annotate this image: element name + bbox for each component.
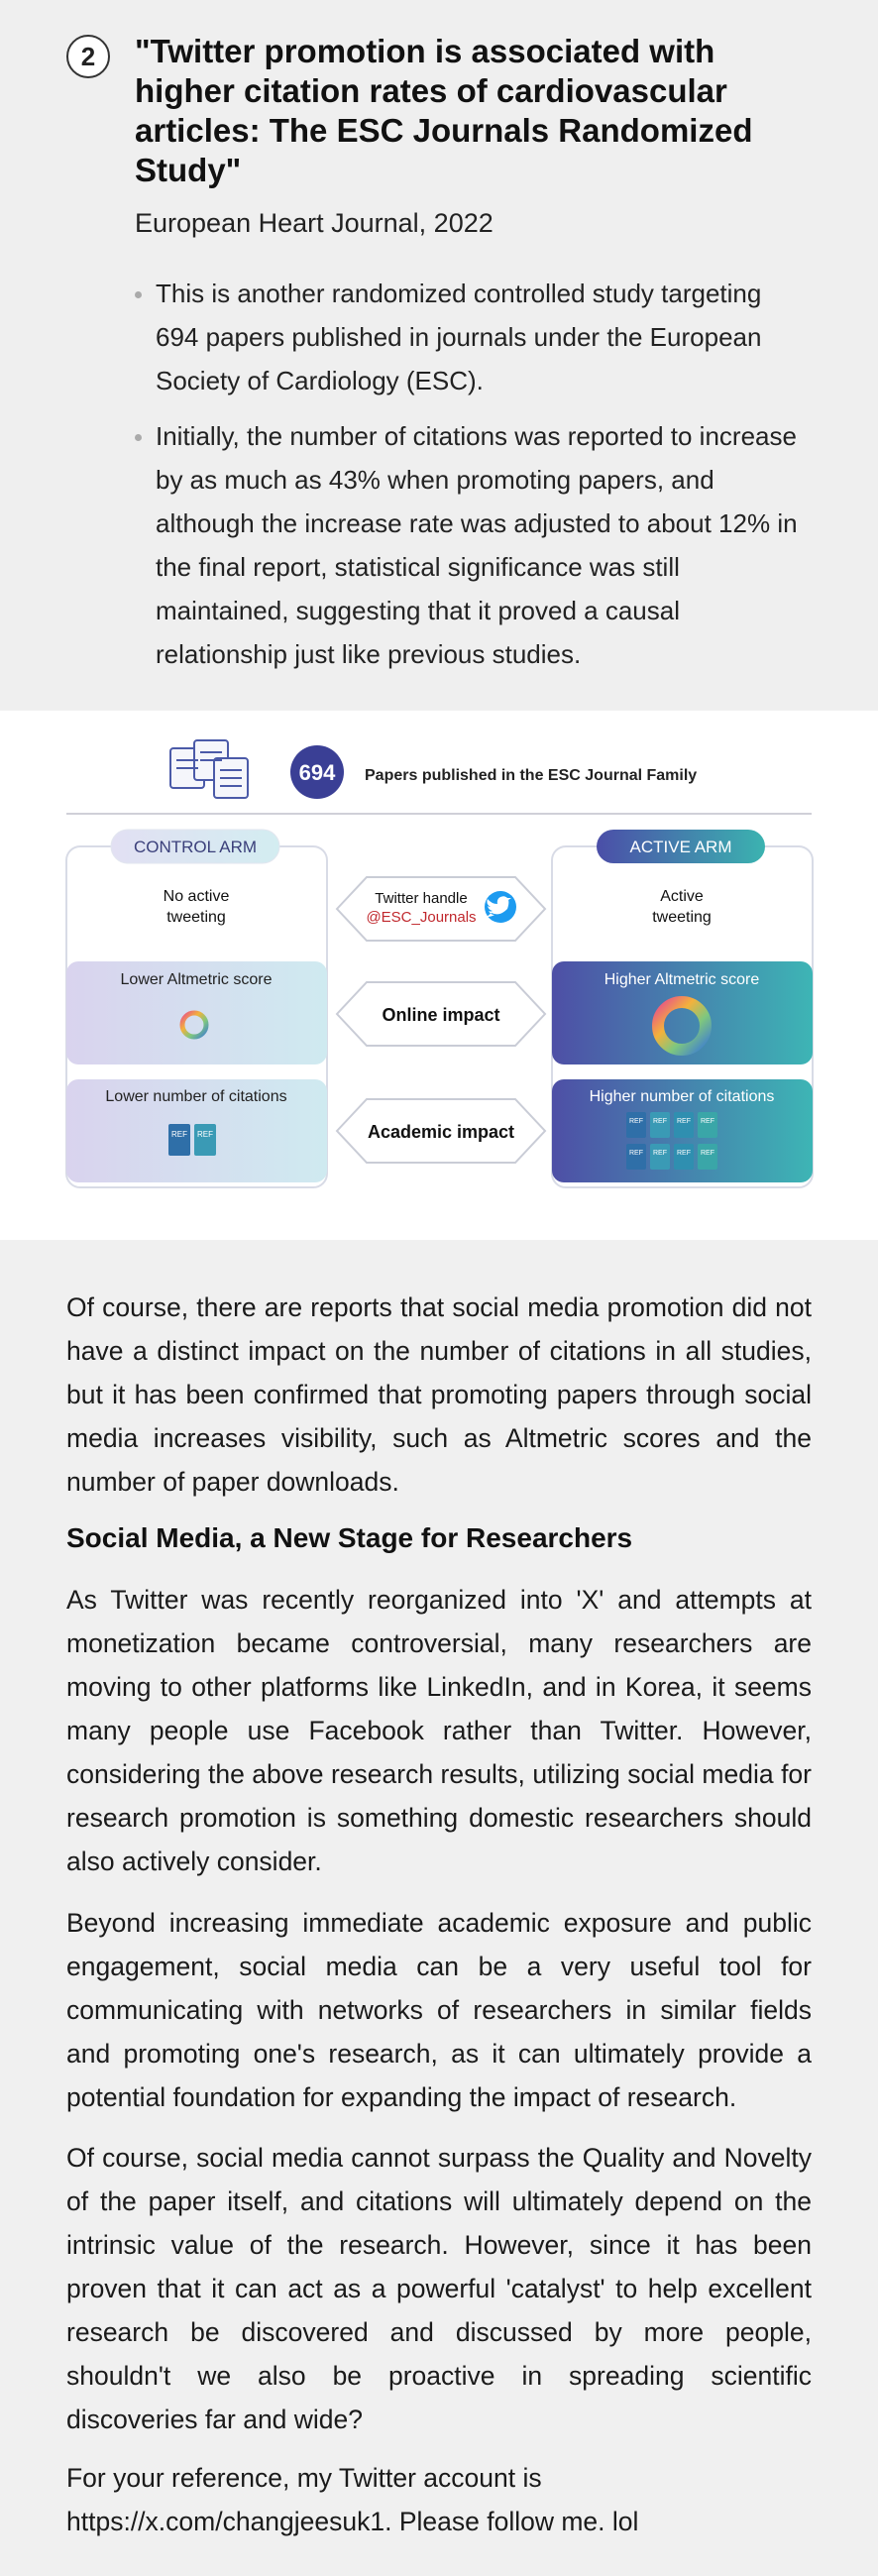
svg-text:REF: REF xyxy=(629,1118,643,1125)
svg-text:REF: REF xyxy=(677,1118,691,1125)
paragraph-4: Of course, social media cannot surpass the Quality and Novelty of the paper itself, and citations will ultimately depend on the intrinsic value of the research. However, since it has been proven that it can act as a powerful 'catalyst' to help excellent research be discovered and discussed by more people, shouldn't we also be proactive in spreading scientific discoveries far and wide? xyxy=(66,2143,812,2434)
active-tweeting-1: Active xyxy=(660,888,704,905)
svg-text:REF: REF xyxy=(171,1130,187,1139)
count-text: 694 xyxy=(298,760,336,785)
higher-altmetric-label: Higher Altmetric score xyxy=(604,971,760,988)
svg-text:REF: REF xyxy=(701,1150,714,1157)
control-tweeting-1: No active xyxy=(163,888,230,905)
paragraph-5: For your reference, my Twitter account is https://x.com/changjeesuk1. Please follow me. lol xyxy=(66,2463,639,2536)
study-bullets xyxy=(156,272,810,688)
study-figure xyxy=(0,711,878,1240)
svg-text:REF: REF xyxy=(197,1130,213,1139)
academic-impact-arrow xyxy=(337,1099,545,1163)
svg-text:REF: REF xyxy=(701,1118,714,1125)
active-tweeting-2: tweeting xyxy=(652,909,712,926)
online-impact-arrow xyxy=(337,982,545,1046)
academic-impact-label: Academic impact xyxy=(367,1122,515,1142)
higher-citations-label: Higher number of citations xyxy=(589,1088,775,1105)
active-arm-label: ACTIVE ARM xyxy=(629,838,732,856)
study-title: "Twitter promotion is associated with higher citation rates of cardiovascular articles: The ESC Journals Randomized Study" xyxy=(135,33,753,188)
journal-citation: European Heart Journal, 2022 xyxy=(135,208,494,238)
online-impact-label: Online impact xyxy=(382,1005,500,1025)
bullet-item: This is another randomized controlled study targeting 694 papers published in journals under the European Society of Cardiology (ESC). xyxy=(156,272,810,402)
svg-text:REF: REF xyxy=(653,1118,667,1125)
bullet-item: Initially, the number of citations was reported to increase by as much as 43% when promoting papers, and although the increase rate was adjusted to about 12% in the final report, statistical significance was still maintained, suggesting that it proved a causal relationship just like previous studies. xyxy=(156,414,810,676)
svg-text:REF: REF xyxy=(677,1150,691,1157)
study-section xyxy=(0,0,878,710)
control-tweeting-2: tweeting xyxy=(166,909,226,926)
paragraph-3: Beyond increasing immediate academic exposure and public engagement, social media can be a very useful tool for communicating with networks of researchers in similar fields and promoting one's research, as it can ultimately provide a potential foundation for expanding the impact of research. xyxy=(66,1908,812,2112)
section-heading: Social Media, a New Stage for Researchers xyxy=(66,1522,633,1553)
lower-altmetric-label: Lower Altmetric score xyxy=(120,971,273,988)
study-number-badge: 2 xyxy=(66,35,110,78)
figure-header: Papers published in the ESC Journal Family xyxy=(365,767,698,784)
paragraph-2: As Twitter was recently reorganized into 'X' and attempts at monetization became controversial, many researchers are moving to other platforms like LinkedIn, and in Korea, it seems many people use Facebook rather than Twitter. However, considering the above research results, utilizing social media for research promotion is something domestic researchers should also actively consider. xyxy=(66,1585,812,1876)
twitter-arrow xyxy=(337,877,545,941)
svg-text:REF: REF xyxy=(653,1150,667,1157)
svg-text:REF: REF xyxy=(629,1150,643,1157)
twitter-handle-label: Twitter handle xyxy=(375,890,468,907)
control-arm-label: CONTROL ARM xyxy=(133,838,258,856)
twitter-handle: @ESC_Journals xyxy=(366,909,477,926)
paragraph-1: Of course, there are reports that social media promotion did not have a distinct impact on the number of citations in all studies, but it has been confirmed that promoting papers through social media increases visibility, such as Altmetric scores and the number of paper downloads. xyxy=(66,1292,812,1497)
lower-citations-label: Lower number of citations xyxy=(105,1088,287,1105)
papers-icon xyxy=(170,740,248,798)
